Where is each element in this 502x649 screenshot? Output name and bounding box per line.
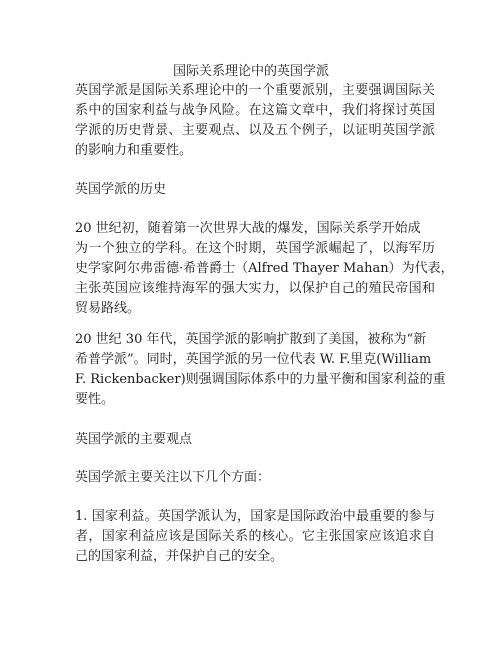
views-intro [75, 468, 435, 488]
section-heading-views [75, 430, 435, 450]
section-heading-history [75, 180, 435, 200]
text-line: 为一个独立的学科。在这个时期，英国学派崛起了，以海军历 [75, 241, 435, 256]
text-line: 己的国家利益，并保护自己的安全。 [75, 549, 284, 564]
text-line: 1. 国家利益。英国学派认为，国家是国际政治中最重要的参与 [75, 509, 435, 524]
text-line: F. Rickenbacker)则强调国际体系中的力量平衡和国家利益的重 [75, 372, 446, 387]
text-line: 史学家阿尔弗雷德·希普爵士（Alfred Thayer Mahan）为代表， [75, 261, 454, 276]
text-line: 者，国家利益应该是国际关系的核心。它主张国家应该追求自 [75, 529, 435, 544]
point-1-paragraph [75, 507, 435, 567]
text-line: 英国学派主要关注以下几个方面： [75, 470, 271, 485]
text-line: 要性。 [75, 392, 115, 407]
text-line: 贸易路线。 [75, 301, 141, 316]
text-line: 英国学派是国际关系理论中的一个重要派别，主要强调国际关 [75, 83, 435, 98]
text-line: 主张英国应该维持海军的强大实力，以保护自己的殖民帝国和 [75, 281, 435, 296]
section-heading: 英国学派的历史 [75, 182, 167, 197]
text-line: 希普学派”。同时，英国学派的另一位代表 W. F.里克(William [75, 352, 432, 367]
document-title: 国际关系理论中的英国学派 [172, 64, 329, 79]
text-line: 系中的国家利益与战争风险。在这篇文章中，我们将探讨英国 [75, 103, 435, 118]
history-paragraph-1 [75, 219, 454, 319]
text-line: 20 世纪 30 年代，英国学派的影响扩散到了美国，被称为“新 [75, 332, 427, 347]
history-paragraph-2 [75, 330, 446, 410]
intro-paragraph [75, 81, 435, 161]
section-heading: 英国学派的主要观点 [75, 432, 193, 447]
text-line: 的影响力和重要性。 [75, 143, 193, 158]
text-line: 20 世纪初，随着第一次世界大战的爆发，国际关系学开始成 [75, 221, 421, 236]
text-line: 学派的历史背景、主要观点、以及五个例子，以证明英国学派 [75, 123, 435, 138]
